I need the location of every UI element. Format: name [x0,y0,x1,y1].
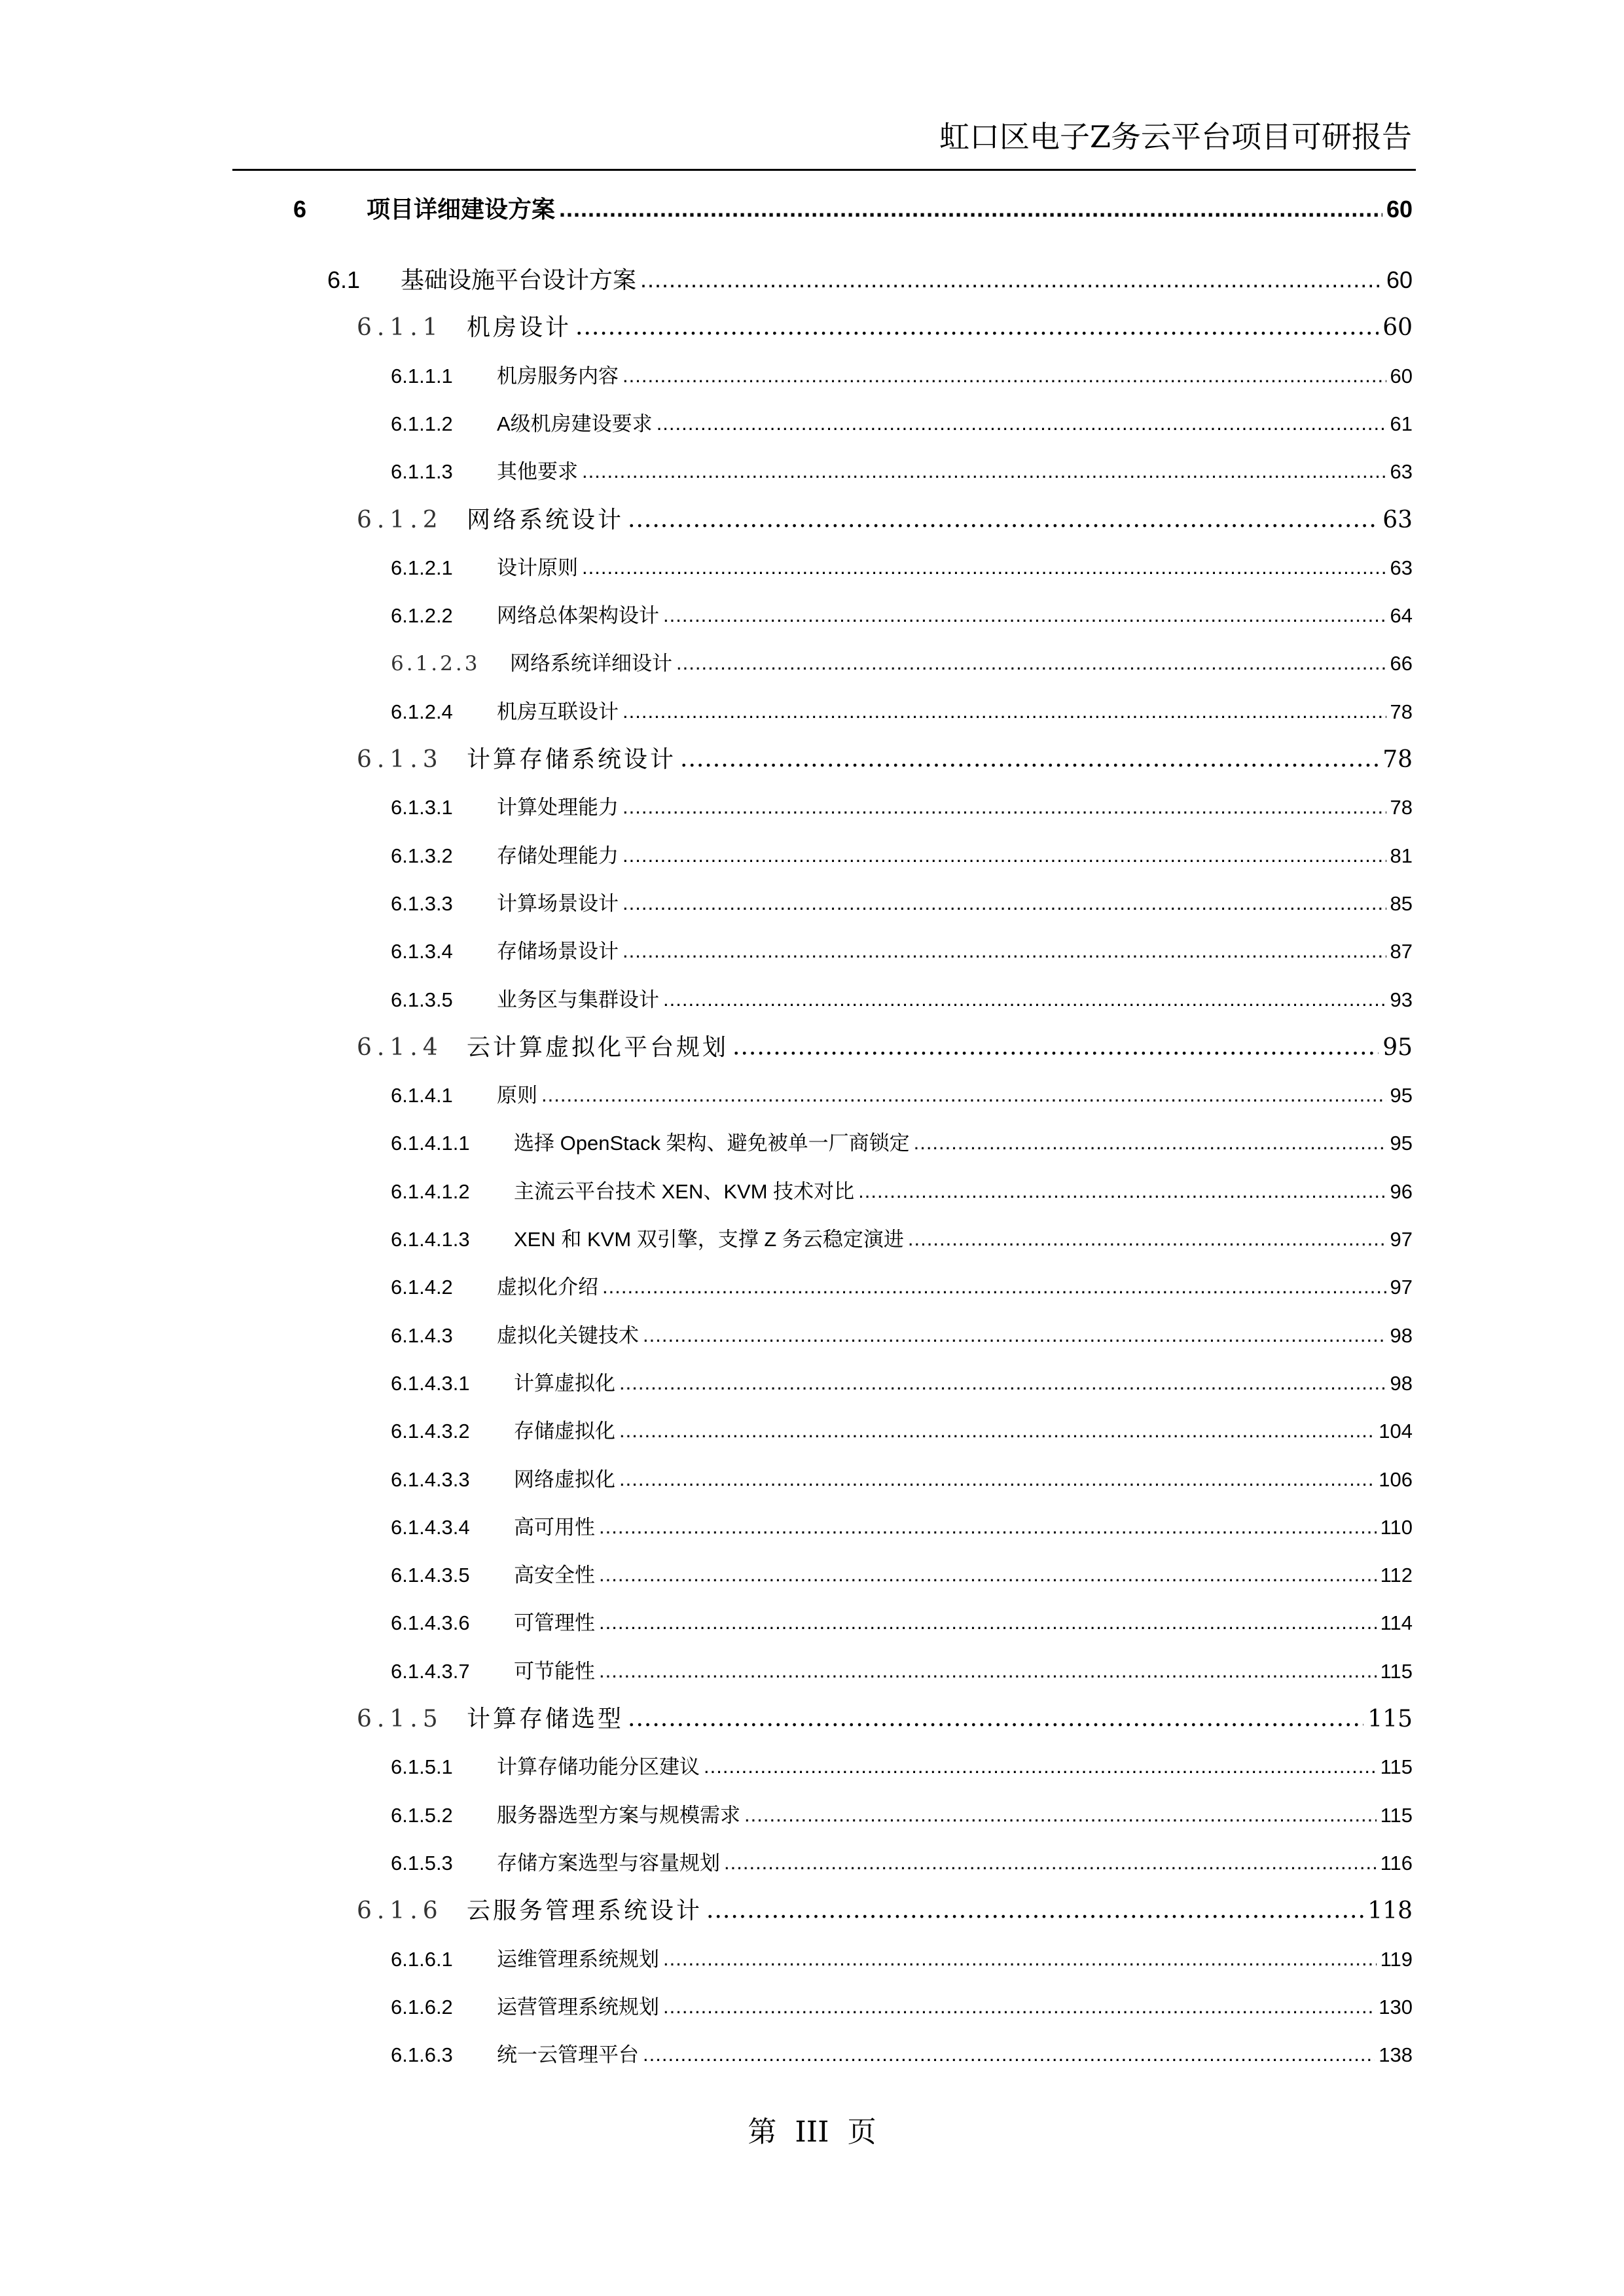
toc-entry-page: 112 [1380,1564,1413,1587]
toc-entry-title: 高可用性 [514,1516,595,1539]
toc-entry[interactable] [391,644,1413,683]
toc-entry-page: 115 [1380,1755,1413,1778]
toc-dot-leader [628,500,1379,539]
toc-dot-leader [599,1507,1377,1547]
toc-entry-page: 114 [1380,1611,1413,1634]
toc-entry-page: 63 [1390,556,1413,579]
toc-entry-number: 6.1.6.2 [391,1996,453,2018]
toc-entry-page: 60 [1390,365,1413,387]
toc-dot-leader [619,1363,1386,1403]
toc-dot-leader [623,356,1386,395]
toc-entry-page: 95 [1390,1132,1413,1155]
toc-entry-page: 98 [1390,1372,1413,1395]
toc-entry-title: 统一云管理平台 [497,2043,639,2066]
toc-entry[interactable] [391,1412,1413,1451]
toc-entry-title: 计算虚拟化 [514,1372,615,1395]
toc-entry-page: 63 [1390,460,1413,483]
toc-entry[interactable] [391,1508,1413,1547]
toc-entry-number: 6.1.1 [357,314,443,341]
toc-entry[interactable] [391,1988,1413,2027]
toc-entry-number: 6.1.2.1 [391,556,453,579]
toc-entry-title: A级机房建设要求 [497,412,653,435]
toc-dot-leader [623,884,1386,923]
toc-entry[interactable] [391,836,1413,876]
toc-entry[interactable] [357,1700,1413,1739]
toc-entry-number: 6.1.3.4 [391,940,453,963]
toc-entry-number: 6.1.4.3.2 [391,1420,470,1443]
toc-entry-number: 6.1.4.3.5 [391,1564,470,1587]
toc-entry[interactable] [391,932,1413,971]
toc-dot-leader [663,980,1386,1019]
toc-dot-leader [663,596,1386,635]
toc-entry-number: 6.1.4.3.7 [391,1660,470,1683]
toc-dot-leader [623,787,1386,827]
toc-dot-leader [623,931,1386,971]
toc-dot-leader [643,1316,1386,1355]
toc-entry-page: 60 [1382,314,1413,341]
toc-entry-page: 64 [1390,604,1413,627]
toc-entry-page: 97 [1390,1276,1413,1299]
toc-entry-page: 60 [1386,266,1413,293]
toc-entry-number: 6.1.4.3.1 [391,1372,470,1395]
toc-dot-leader [599,1603,1377,1642]
toc-entry-title: 主流云平台技术 XEN、KVM 技术对比 [514,1180,855,1203]
toc-dot-leader [663,1987,1375,2026]
toc-dot-leader [575,308,1379,347]
toc-entry-title: 设计原则 [497,556,578,579]
toc-entry-page: 78 [1390,700,1413,723]
toc-entry-page: 104 [1379,1420,1413,1443]
toc-entry-page: 96 [1390,1180,1413,1203]
toc-dot-leader [676,643,1386,683]
toc-entry[interactable] [391,2036,1413,2075]
toc-dot-leader [559,189,1382,228]
toc-entry-page: 60 [1386,196,1413,223]
toc-entry[interactable] [293,190,1413,229]
toc-entry-title: 存储处理能力 [497,844,619,867]
toc-entry[interactable] [391,1652,1413,1691]
toc-entry[interactable] [391,1172,1413,1211]
toc-dot-leader [643,2035,1375,2074]
toc-entry[interactable] [391,452,1413,492]
toc-entry-number: 6.1.5.2 [391,1804,453,1827]
toc-entry-page: 115 [1380,1660,1413,1683]
toc-entry-page: 115 [1367,1706,1413,1732]
toc-entry-number: 6 [293,196,307,223]
toc-entry-number: 6.1.6 [357,1897,443,1924]
toc-entry[interactable] [391,1604,1413,1643]
toc-entry-number: 6.1.4.1.2 [391,1180,470,1203]
toc-entry-page: 118 [1367,1897,1413,1924]
toc-entry-title: 其他要求 [497,460,578,483]
toc-dot-leader [914,1123,1386,1162]
toc-dot-leader [744,1795,1377,1835]
toc-entry[interactable] [357,501,1413,540]
toc-entry-number: 6.1.4.1 [391,1084,453,1107]
toc-entry-number: 6.1.4.1.3 [391,1228,470,1251]
toc-entry-page: 78 [1382,746,1413,773]
toc-entry-number: 6.1.3.1 [391,796,453,819]
header-title: 虹口区电子Z务云平台项目可研报告 [939,119,1412,154]
toc-dot-leader [599,1555,1377,1594]
toc-entry-number: 6.1.2.4 [391,700,453,723]
toc-entry-page: 116 [1380,1852,1413,1874]
toc-entry-title: 网络系统设计 [467,507,624,533]
toc-entry-page: 93 [1390,988,1413,1011]
toc-entry-page: 138 [1379,2043,1413,2066]
toc-dot-leader [657,404,1386,443]
toc-entry[interactable] [391,788,1413,827]
toc-entry-number: 6.1.5.1 [391,1755,453,1778]
toc-entry-page: 87 [1390,940,1413,963]
toc-entry-page: 106 [1379,1468,1413,1491]
toc-dot-leader [582,452,1386,491]
toc-entry-number: 6.1.5.3 [391,1852,453,1874]
toc-entry-title: 网络虚拟化 [514,1468,615,1491]
footer-suffix: 页 [847,2115,876,2149]
toc-entry-number: 6.1.2.3 [391,652,480,675]
toc-entry[interactable] [391,404,1413,444]
toc-entry-title: 云计算虚拟化平台规划 [467,1034,729,1061]
toc-entry-page: 66 [1390,652,1413,675]
toc-entry-title: 网络系统详细设计 [510,652,672,675]
toc-entry[interactable] [357,308,1413,348]
toc-entry[interactable] [327,260,1413,300]
toc-entry-number: 6.1.2.2 [391,604,453,627]
toc-entry-title: 运营管理系统规划 [497,1996,659,2018]
toc-entry-number: 6.1.4.3.4 [391,1516,470,1539]
toc-entry-number: 6.1.6.3 [391,2043,453,2066]
toc-entry-number: 6.1.2 [357,507,443,533]
toc-entry-title: 高安全性 [514,1564,595,1587]
toc-entry-title: 基础设施平台设计方案 [401,266,637,293]
toc-entry-page: 98 [1390,1324,1413,1347]
toc-dot-leader [623,836,1386,875]
toc-entry-title: 虚拟化关键技术 [497,1324,639,1347]
toc-entry[interactable] [391,1316,1413,1355]
toc-entry[interactable] [391,1748,1413,1787]
toc-entry-number: 6.1.3.5 [391,988,453,1011]
toc-entry-number: 6.1.4 [357,1034,443,1061]
toc-dot-leader [704,1747,1377,1786]
toc-dot-leader [858,1172,1386,1211]
toc-entry-page: 110 [1380,1516,1413,1539]
toc-entry-page: 97 [1390,1228,1413,1251]
toc-entry-title: 项目详细建设方案 [367,196,556,223]
toc-entry-title: 计算处理能力 [497,796,619,819]
toc-entry-title: 网络总体架构设计 [497,604,659,627]
toc-entry-title: 机房互联设计 [497,700,619,723]
toc-dot-leader [628,1699,1363,1738]
toc-entry-title: 存储虚拟化 [514,1420,615,1443]
toc-entry-number: 6.1.5 [357,1706,443,1732]
footer-prefix: 第 [748,2115,777,2149]
toc-dot-leader [541,1075,1386,1115]
toc-entry[interactable] [391,980,1413,1020]
toc-dot-leader [619,1411,1375,1450]
toc-entry-page: 119 [1380,1948,1413,1971]
toc-entry-number: 6.1.3.2 [391,844,453,867]
toc-dot-leader [706,1891,1363,1930]
toc-entry-title: XEN 和 KVM 双引擎，支撑 Z 务云稳定演进 [514,1228,904,1251]
toc-entry-title: 虚拟化介绍 [497,1276,598,1299]
toc-entry[interactable] [391,1844,1413,1883]
toc-entry[interactable] [391,1364,1413,1403]
toc-entry-number: 6.1.1.3 [391,460,453,483]
toc-entry[interactable] [357,1028,1413,1067]
toc-entry-title: 计算场景设计 [497,892,619,915]
toc-entry-title: 服务器选型方案与规模需求 [497,1804,740,1827]
toc-entry-number: 6.1.4.2 [391,1276,453,1299]
toc-entry[interactable] [391,884,1413,924]
toc-entry[interactable] [391,1124,1413,1163]
toc-entry[interactable] [391,692,1413,732]
toc-entry-page: 78 [1390,796,1413,819]
toc-entry-page: 130 [1379,1996,1413,2018]
toc-dot-leader [582,548,1386,587]
toc-entry-title: 业务区与集群设计 [497,988,659,1011]
toc-entry[interactable] [391,1940,1413,1979]
toc-entry-title: 机房设计 [467,314,572,341]
toc-dot-leader [680,740,1379,779]
toc-entry-title: 计算存储功能分区建议 [497,1755,700,1778]
toc-dot-leader [724,1843,1377,1882]
toc-dot-leader [623,692,1386,731]
toc-entry-title: 运维管理系统规划 [497,1948,659,1971]
toc-entry-number: 6.1.1.2 [391,412,453,435]
toc-entry-number: 6.1.4.3.3 [391,1468,470,1491]
toc-dot-leader [663,1939,1377,1979]
toc-entry-title: 计算存储系统设计 [467,746,677,773]
toc-entry-number: 6.1.1.1 [391,365,453,387]
toc-entry-page: 63 [1382,507,1413,533]
toc-entry-title: 原则 [497,1084,537,1107]
toc-entry[interactable] [391,1796,1413,1835]
toc-entry-number: 6.1.3.3 [391,892,453,915]
toc-dot-leader [908,1219,1386,1259]
toc-entry-number: 6.1.3 [357,746,443,773]
toc-entry[interactable] [391,1220,1413,1259]
toc-entry-page: 95 [1390,1084,1413,1107]
toc-entry[interactable] [391,548,1413,588]
footer-page-number: III [795,2115,829,2149]
toc-entry-title: 机房服务内容 [497,365,619,387]
toc-dot-leader [602,1267,1386,1306]
toc-entry-page: 81 [1390,844,1413,867]
toc-entry-number: 6.1.4.3.6 [391,1611,470,1634]
toc-entry-page: 115 [1380,1804,1413,1827]
toc-entry-title: 存储方案选型与容量规划 [497,1852,720,1874]
toc-entry[interactable] [357,1892,1413,1931]
toc-dot-leader [599,1651,1377,1691]
toc-entry-page: 85 [1390,892,1413,915]
toc-entry-title: 计算存储选型 [467,1706,624,1732]
toc-entry-title: 可节能性 [514,1660,595,1683]
toc-dot-leader [732,1028,1379,1067]
toc-entry-title: 选择 OpenStack 架构、避免被单一厂商锁定 [514,1132,910,1155]
toc-entry-page: 95 [1382,1034,1413,1061]
toc-entry-title: 云服务管理系统设计 [467,1897,703,1924]
toc-entry-title: 存储场景设计 [497,940,619,963]
toc-entry-number: 6.1 [327,266,361,293]
toc-dot-leader [640,260,1382,299]
toc-entry[interactable] [391,1556,1413,1595]
toc-entry[interactable] [391,1460,1413,1499]
toc-entry[interactable] [391,1268,1413,1307]
toc-entry[interactable] [391,596,1413,636]
toc-entry-page: 61 [1390,412,1413,435]
toc-entry-number: 6.1.4.1.1 [391,1132,470,1155]
toc-entry[interactable] [357,740,1413,780]
toc-dot-leader [619,1460,1375,1499]
page-footer [0,2115,1624,2149]
toc-entry[interactable] [391,357,1413,396]
toc-entry-number: 6.1.6.1 [391,1948,453,1971]
toc-entry-number: 6.1.4.3 [391,1324,453,1347]
toc-entry[interactable] [391,1076,1413,1115]
toc-entry-title: 可管理性 [514,1611,595,1634]
